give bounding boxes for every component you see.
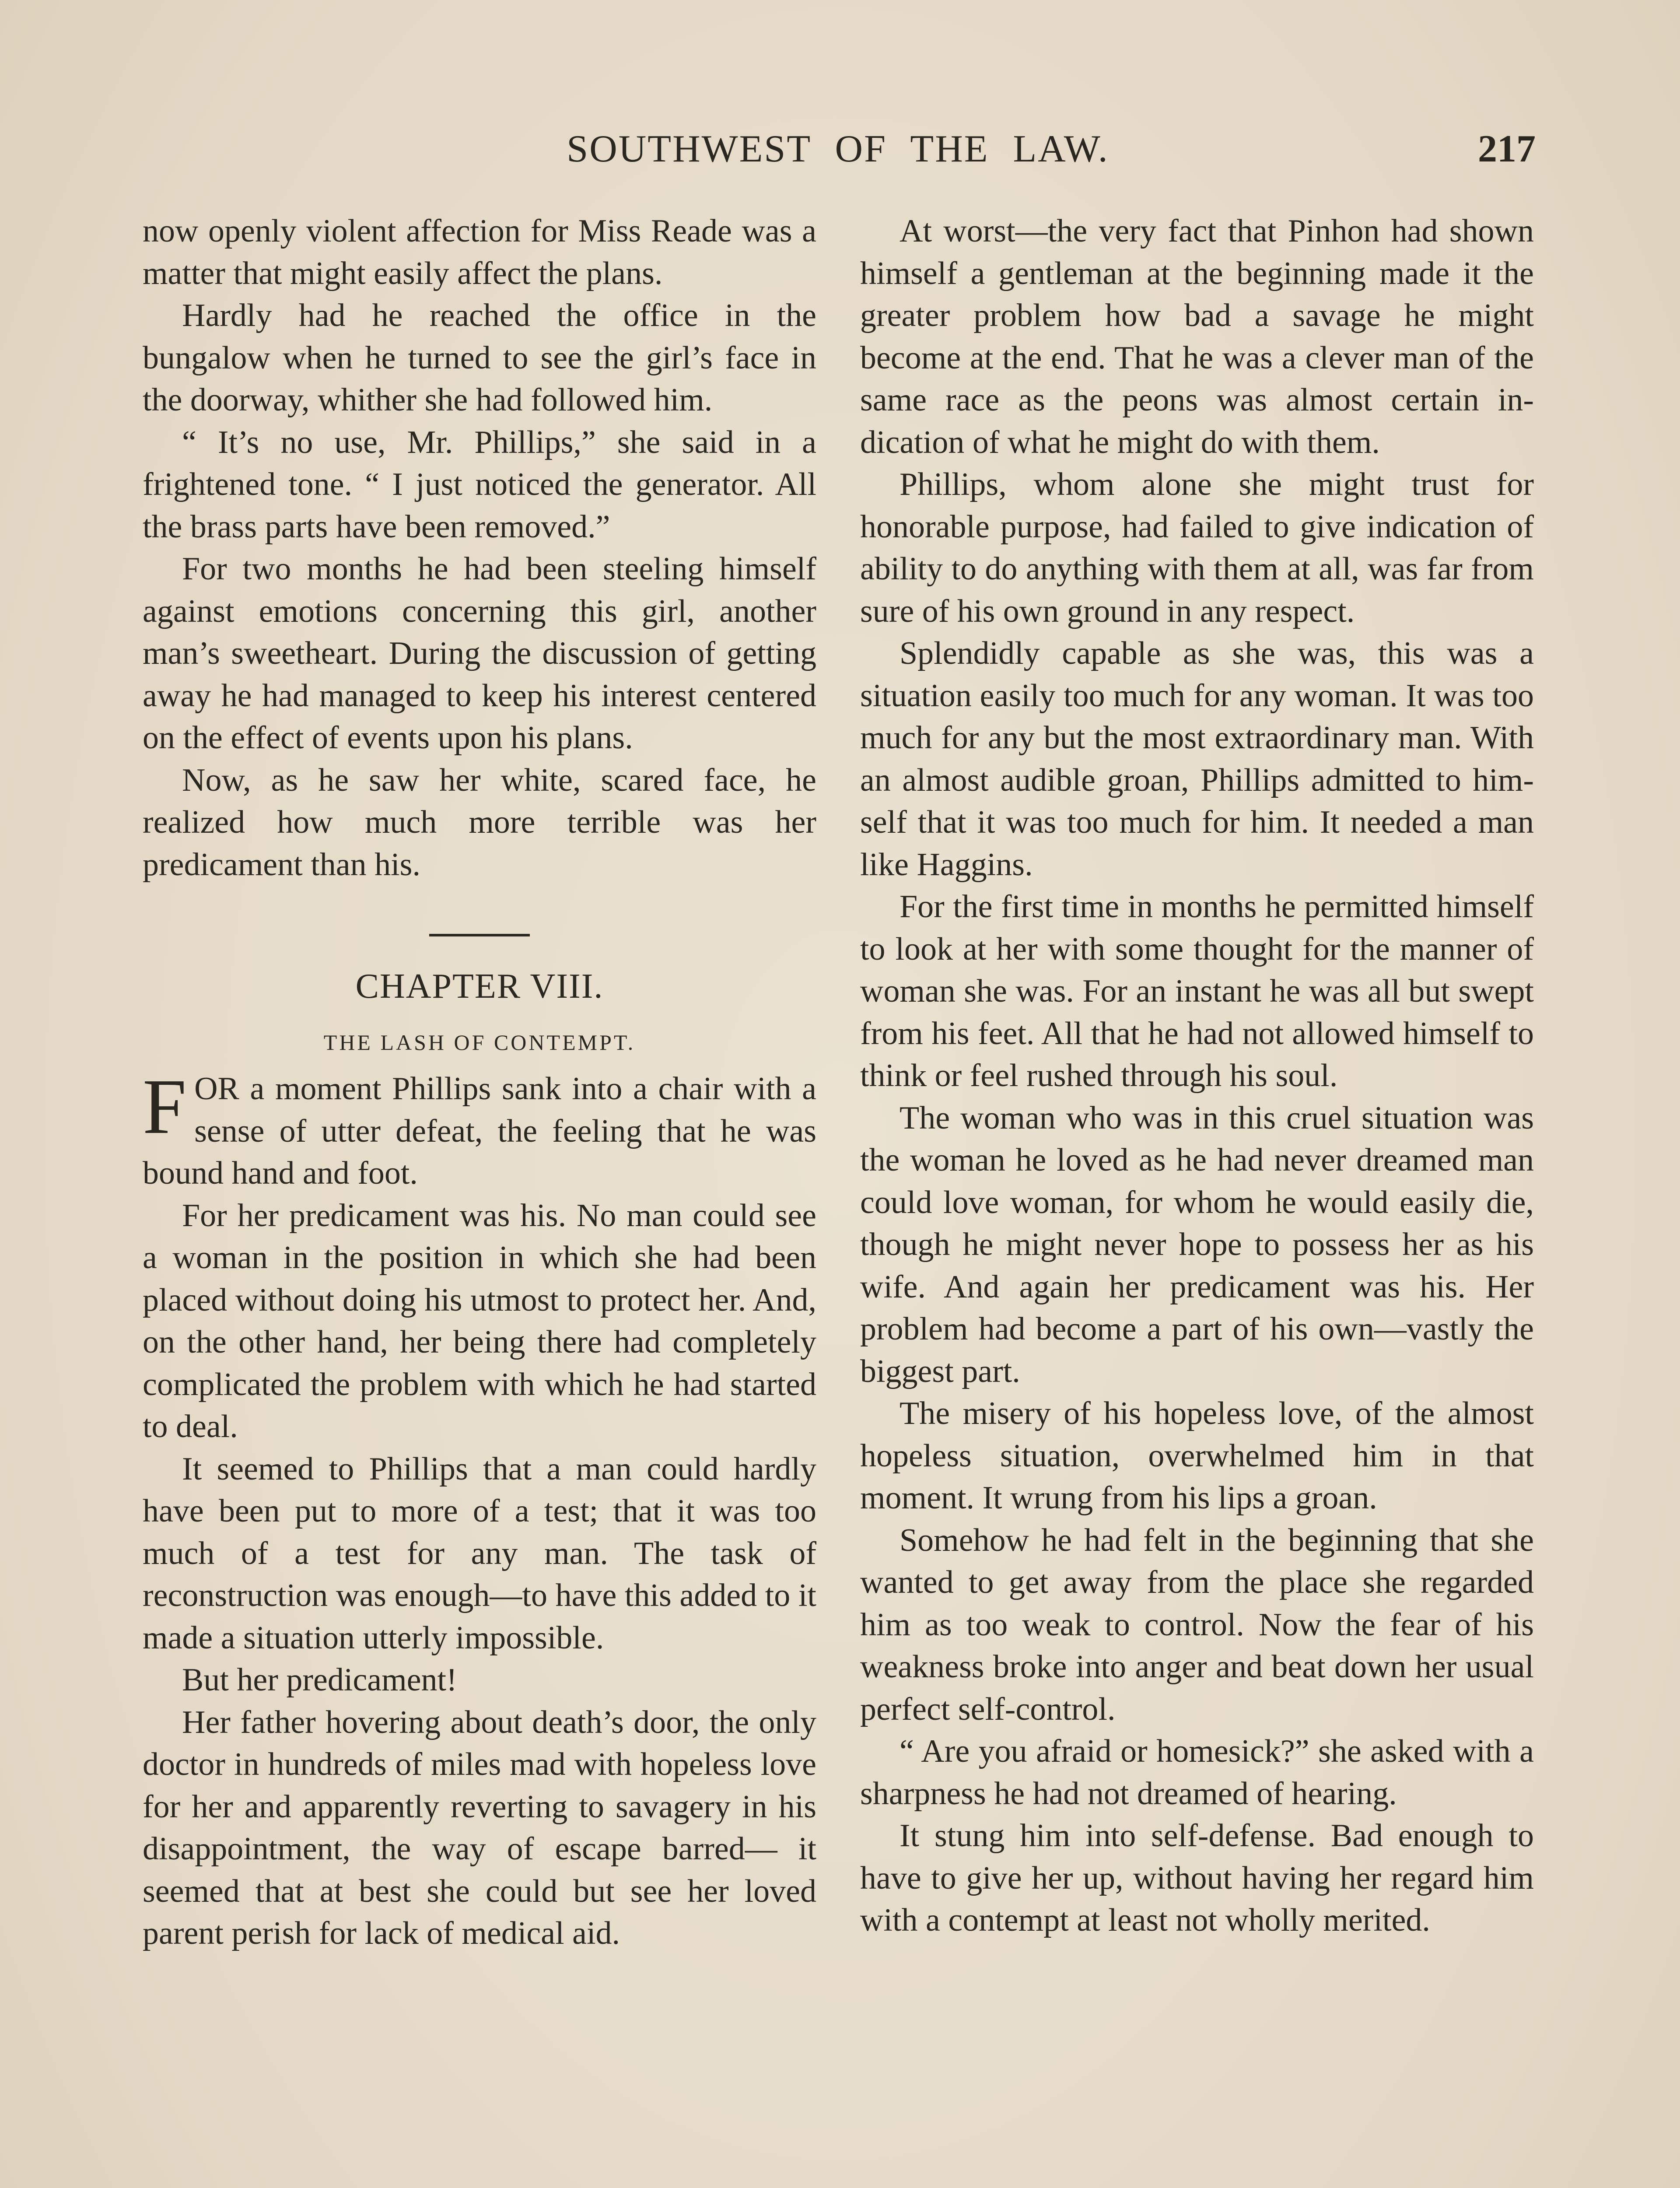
paragraph: The woman who was in this cruel situation was the woman he loved as he had never dreamed man could love woman, for whom he would easily die, though he might never hope to possess her as his wife. And again her predicament was his. Her problem had become a part of his own—vastly the biggest part. [860,1100,1534,1389]
dropcap-paragraph [143,1063,816,1195]
paragraph: “ It’s no use, Mr. Phillips,” she said in a frightened tone. “ I just noticed the generator. All the brass parts have been removed.” [143,424,816,545]
paragraph: But her predicament! [182,1662,457,1698]
paragraph: Hardly had he reached the office in the bungalow when he turned to see the girl’s face in the doorway, whither she had followed him. [143,298,816,418]
paragraph: Splendidly capable as she was, this was a situation easily too much for any woman. It was too much for any but the most extraordinary man. With an almost audible groan, Phillips admitted to himself that it was too much for him. It needed a man like Haggins. [860,635,1534,883]
page-number: 217 [1478,128,1536,170]
paragraph: Her father hovering about death’s door, the only doctor in hundreds of miles mad with hopeless love for her and apparently reverting to savagery in his disappointment, the way of escape barred— it seemed that at best she could but see her loved parent perish for lack of medical aid. [143,1704,816,1951]
paragraph: The misery of his hopeless love, of the almost hopeless situation, overwhelmed him in that moment. It wrung from his lips a groan. [860,1396,1534,1516]
paragraph: At worst—the very fact that Pinhon had shown himself a gentleman at the beginning made it the greater problem how bad a savage he might become at the end. That he was a clever man of the same race as the peons was almost certain indication of what he might do with them. [860,213,1534,460]
paragraph: “ Are you afraid or homesick?” she asked with a sharpness he had not dreamed of hearing. [860,1733,1534,1812]
running-title: SOUTHWEST OF THE LAW. [567,128,1109,170]
paragraph: For the first time in months he permitted himself to look at her with some thought for the manner of woman she was. For an instant he was all but swept from his feet. All that he had not allowed himself to think or feel rushed through his soul. [860,889,1534,1094]
section-divider-rule [429,934,530,936]
chapter-heading: CHAPTER VIII. [355,967,604,1006]
running-head [140,127,1536,179]
right-column [860,210,1534,1942]
paragraph: now openly violent affection for Miss Reade was a matter that might easily affect the plans. [143,213,816,291]
paragraph: Somehow he had felt in the beginning that she wanted to get away from the place she regarded him as too weak to control. Now the fear of his weakness broke into anger and beat down her usual perfect self-control. [860,1522,1534,1727]
paragraph: It seemed to Phillips that a man could hardly have been put to more of a test; that it was too much of a test for any man. The task of reconstruction was enough—to have this added to it made a situation utterly impossible. [143,1451,816,1656]
chapter-subtitle: THE LASH OF CONTEMPT. [323,1030,636,1055]
paragraph: For her predicament was his. No man could see a woman in the position in which she had been placed without doing his utmost to protect her. And, on the other hand, her being there had completely complicated the problem with which he had started to deal. [143,1197,816,1445]
paragraph: Now, as he saw her white, scared face, he realized how much more terrible was her predicament than his. [143,762,816,883]
left-column [143,210,816,1955]
paragraph: It stung him into self-defense. Bad enough to have to give her up, without having her regard him with a contempt at least not wholly merited. [860,1818,1534,1938]
drop-cap: F [143,1063,187,1150]
paragraph: Phillips, whom alone she might trust for honorable purpose, had failed to give indication of ability to do anything with them at all, was far from sure of his own ground in any respect. [860,466,1534,629]
paragraph: For two months he had been steeling himself against emotions concerning this girl, another man’s sweetheart. During the discussion of getting away he had managed to keep his interest centered on the effect of events upon his plans. [143,551,816,756]
dropcap-paragraph-text: OR a moment Phillips sank into a chair with a sense of utter defeat, the feeling that he was bound hand and foot. [143,1071,816,1191]
